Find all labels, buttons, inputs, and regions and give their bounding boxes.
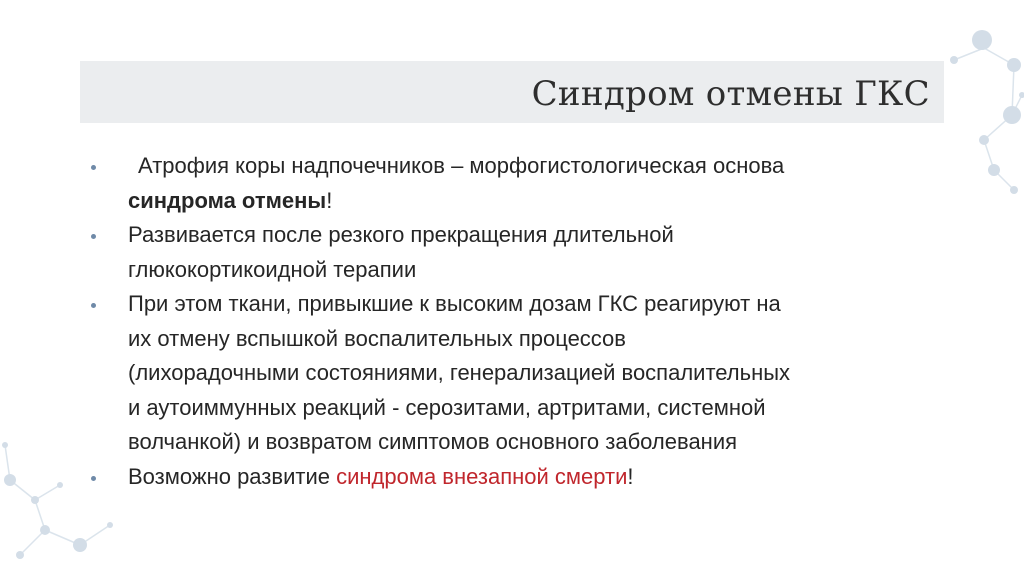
punctuation: ! bbox=[326, 187, 333, 213]
bullet-item bbox=[86, 218, 936, 287]
bullet-item bbox=[86, 460, 936, 495]
bullet-line: При этом ткани, привыкшие к высоким дозам ГКС реагируют на bbox=[128, 291, 781, 316]
bullet-dot-icon bbox=[91, 303, 96, 308]
bullet-list bbox=[86, 149, 936, 494]
bullet-line bbox=[128, 184, 936, 219]
bullet-line: их отмену вспышкой воспалительных процессов bbox=[128, 325, 626, 351]
bullet-item bbox=[86, 287, 936, 460]
bullet-dot-icon bbox=[91, 476, 96, 481]
bullet-line: (лихорадочными состояниями, генерализацией воспалительных bbox=[128, 360, 791, 385]
title-bar bbox=[80, 61, 944, 123]
punctuation: ! bbox=[627, 463, 634, 489]
bullet-line: и аутоиммунных реакций - серозитами, артритами, системной bbox=[128, 394, 766, 420]
bullet-line bbox=[128, 460, 936, 495]
bullet-text: Возможно развитие bbox=[128, 463, 337, 489]
bullet-dot-icon bbox=[91, 234, 96, 239]
red-phrase: синдрома внезапной смерти bbox=[336, 463, 628, 489]
bold-phrase: синдрома отмены bbox=[128, 187, 327, 213]
bullet-item bbox=[86, 149, 936, 218]
bullet-line: Развивается после резкого прекращения длительной bbox=[128, 222, 674, 247]
bullet-line: глюкокортикоидной терапии bbox=[128, 256, 417, 282]
bullet-dot-icon bbox=[91, 165, 96, 170]
bullet-line: волчанкой) и возвратом симптомов основного заболевания bbox=[128, 429, 738, 454]
slide-title: Синдром отмены ГКС bbox=[531, 74, 930, 114]
bullet-line: Атрофия коры надпочечников – морфогистологическая основа bbox=[138, 153, 785, 178]
